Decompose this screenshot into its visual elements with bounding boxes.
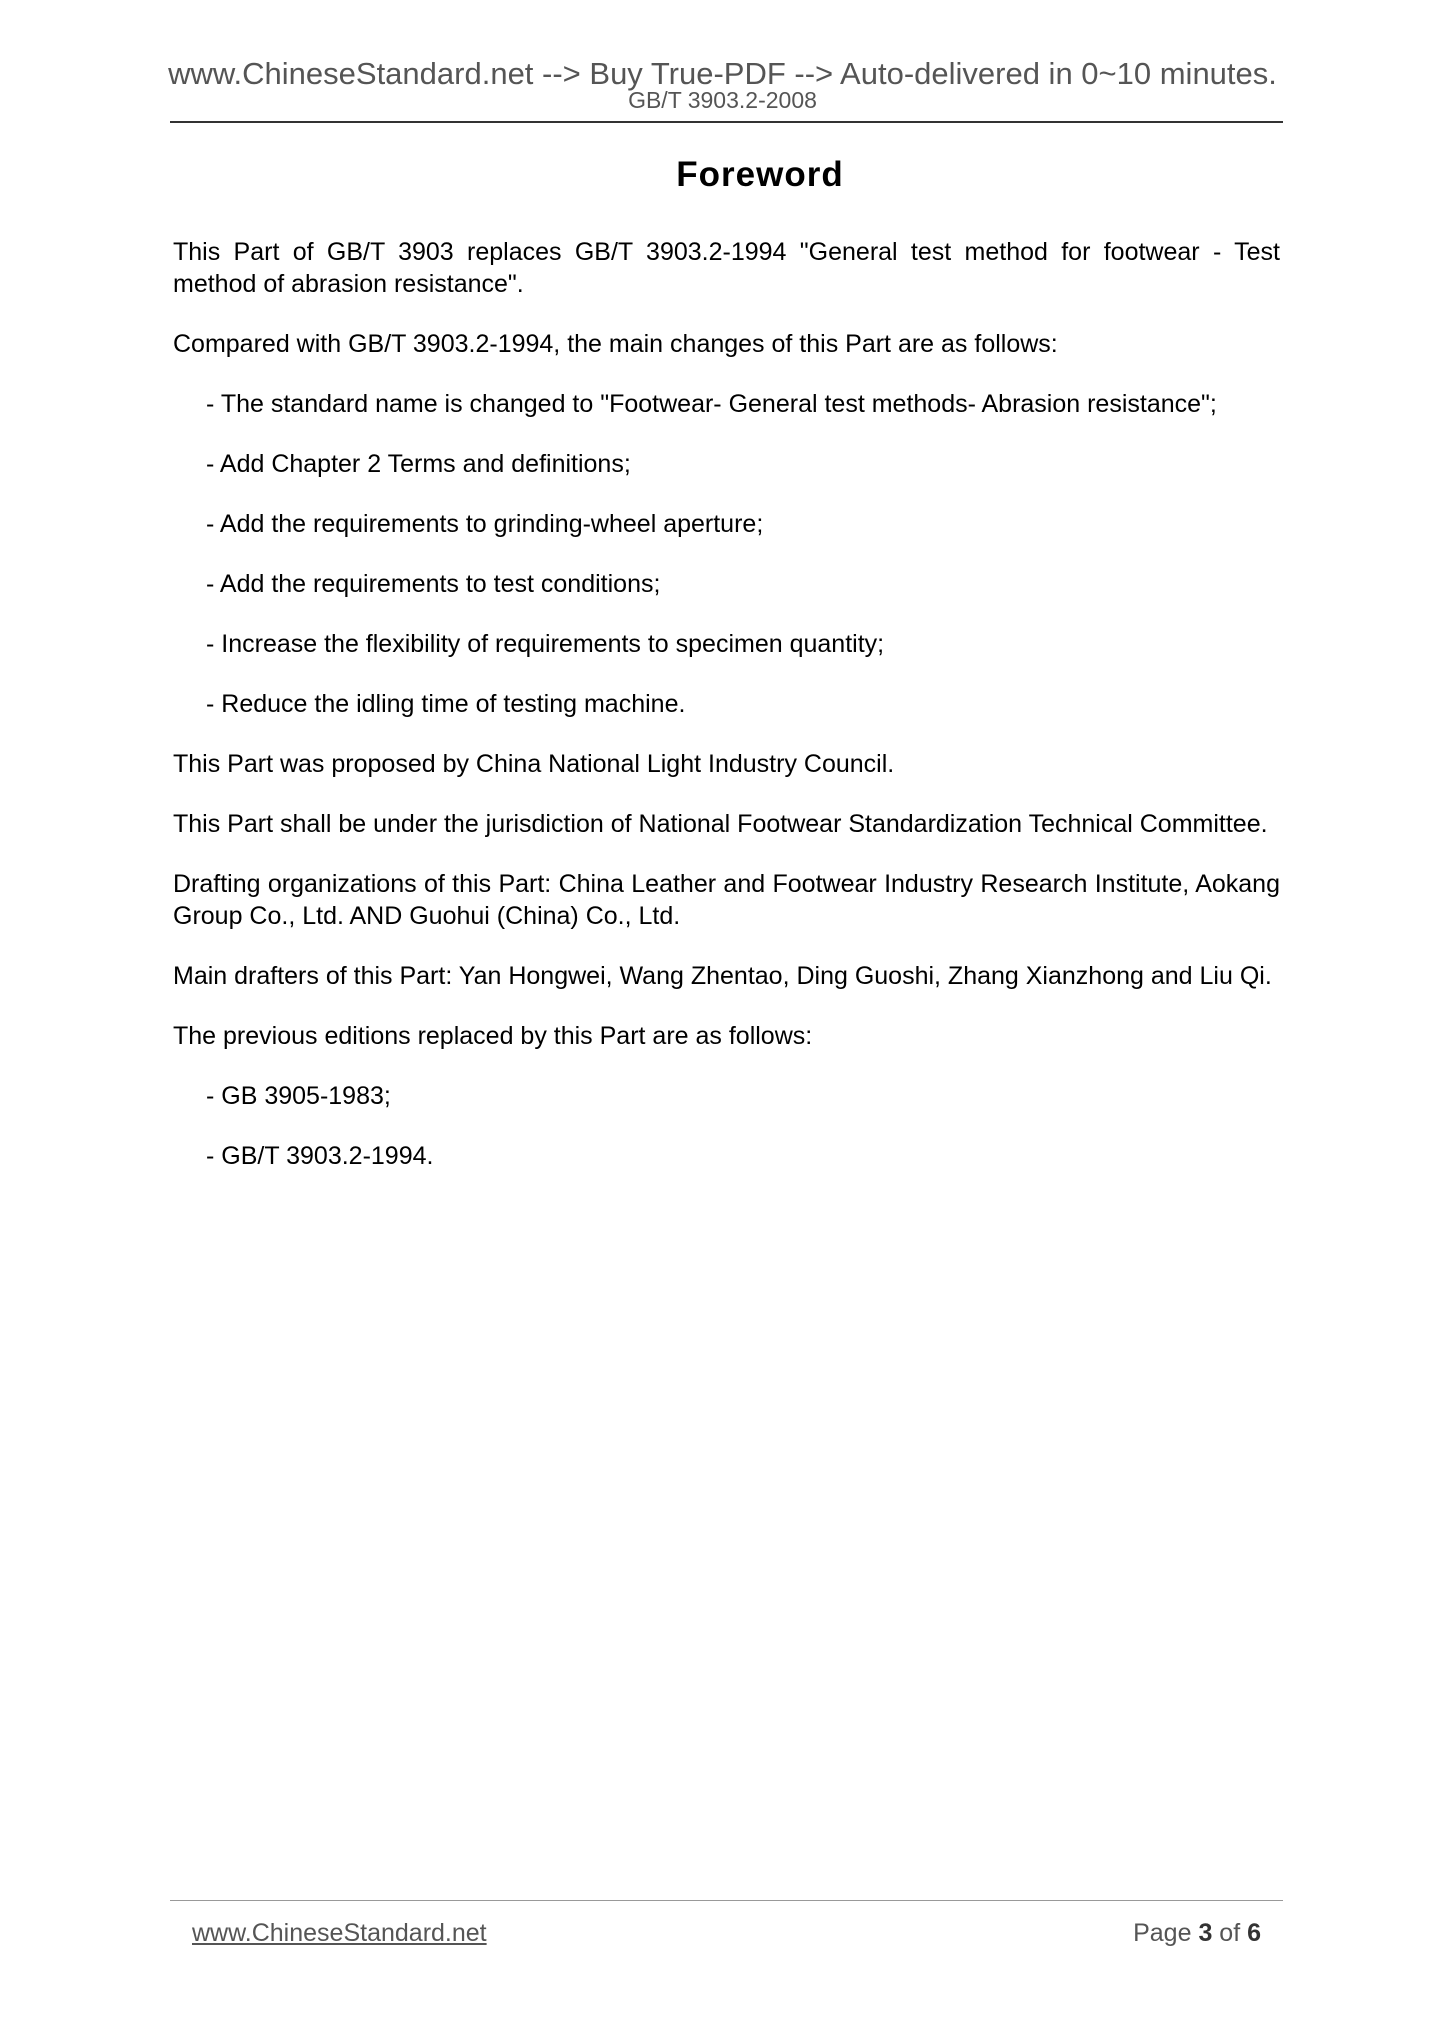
paragraph-drafters: Main drafters of this Part: Yan Hongwei, Wang Zhentao, Ding Guoshi, Zhang Xianzhong and Liu Qi. [173, 962, 1272, 990]
paragraph-proposed-by: This Part was proposed by China National Light Industry Council. [173, 750, 895, 778]
page-of-label: of [1212, 1919, 1248, 1947]
page-title: Foreword [676, 155, 844, 194]
previous-edition-item: - GB/T 3903.2-1994. [206, 1142, 434, 1170]
change-item: - The standard name is changed to "Footwear- General test methods- Abrasion resistance"; [206, 390, 1217, 418]
page-total: 6 [1247, 1919, 1261, 1947]
paragraph-jurisdiction: This Part shall be under the jurisdiction of National Footwear Standardization Technical Committee. [173, 810, 1268, 838]
change-item: - Reduce the idling time of testing machine. [206, 690, 686, 718]
change-item: - Add the requirements to grinding-wheel aperture; [206, 510, 764, 538]
document-code: GB/T 3903.2-2008 [628, 87, 817, 113]
site-banner: www.ChineseStandard.net --> Buy True-PDF --> Auto-delivered in 0~10 minutes. [168, 56, 1277, 91]
page-label: Page [1133, 1919, 1199, 1947]
previous-edition-item: - GB 3905-1983; [206, 1082, 391, 1110]
paragraph-drafting-orgs: Drafting organizations of this Part: China Leather and Footwear Industry Research Institute, Aokang Group Co., Ltd. AND Guohui (China) Co., Ltd. [173, 870, 1280, 930]
document-body [173, 236, 1280, 1200]
change-item: - Increase the flexibility of requirements to specimen quantity; [206, 630, 885, 658]
paragraph-previous-intro: The previous editions replaced by this Part are as follows: [173, 1022, 813, 1050]
footer-site-link[interactable]: www.ChineseStandard.net [192, 1919, 487, 1947]
change-item: - Add the requirements to test conditions; [206, 570, 661, 598]
page-current: 3 [1198, 1919, 1213, 1947]
page-number [1133, 1921, 1261, 1946]
paragraph-replaces: This Part of GB/T 3903 replaces GB/T 3903.2-1994 "General test method for footwear - Test method of abrasion resistance". [173, 238, 1280, 298]
paragraph-changes-intro: Compared with GB/T 3903.2-1994, the main changes of this Part are as follows: [173, 330, 1058, 358]
header-divider [170, 121, 1283, 123]
footer-divider [170, 1900, 1283, 1901]
change-item: - Add Chapter 2 Terms and definitions; [206, 450, 631, 478]
